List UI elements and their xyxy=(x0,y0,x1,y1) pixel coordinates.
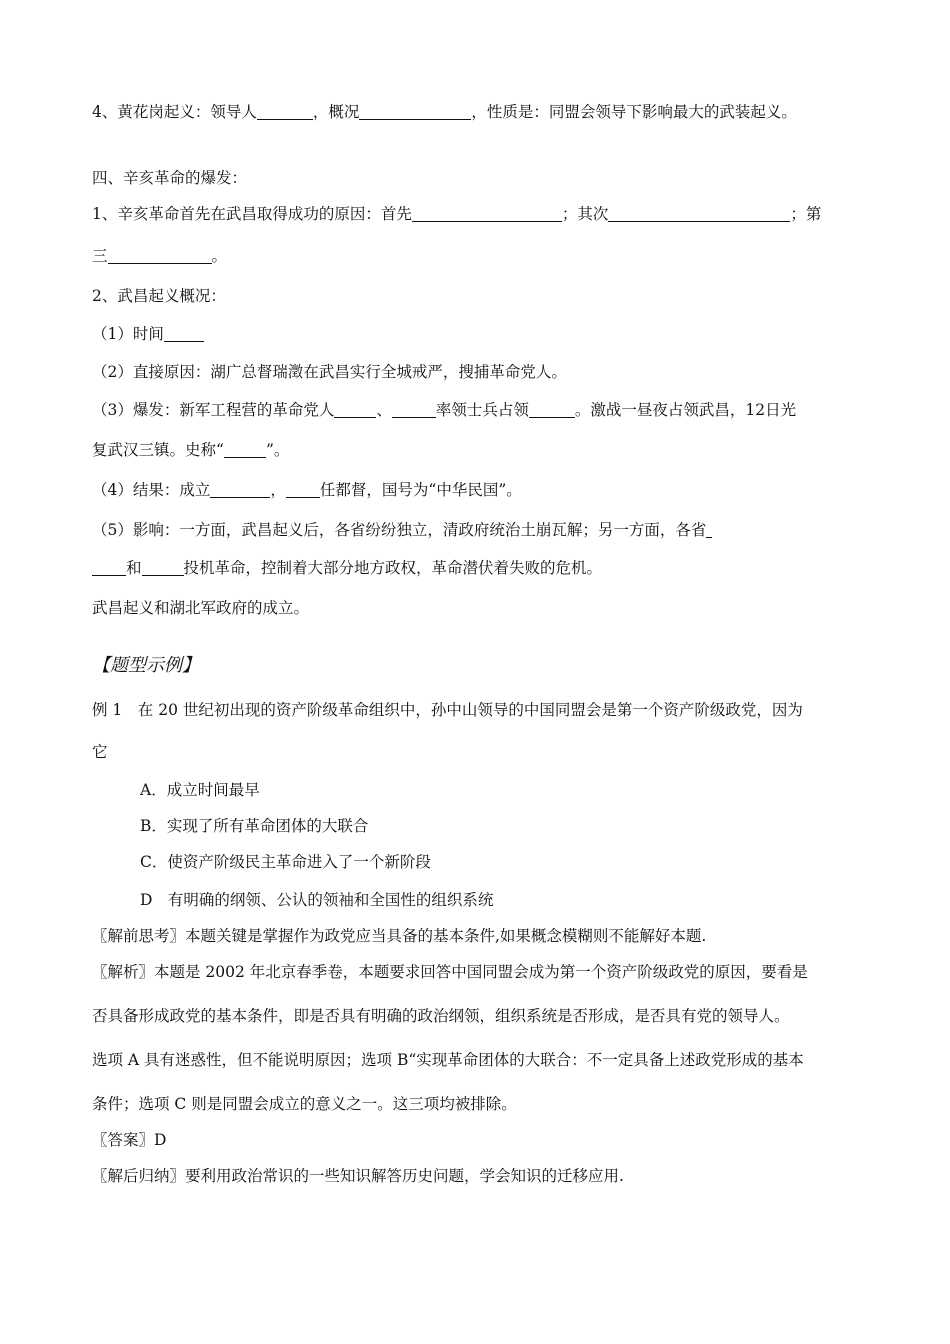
blank-governor[interactable] xyxy=(286,481,320,498)
wuchang-direct-cause: （2）直接原因：湖广总督瑞澂在武昌实行全城戒严，搜捕革命党人。 xyxy=(92,363,567,381)
option-c: C．使资产阶级民主革命进入了一个新阶段 xyxy=(140,853,431,871)
blank-first-reason[interactable] xyxy=(412,205,562,222)
analysis-line2: 否具备形成政党的基本条件，即是否具有明确的政治纲领，组织系统是否形成，是否具有党的领导人。 xyxy=(92,1007,790,1025)
blank-overview[interactable] xyxy=(359,103,471,120)
answer: 〖答案〗D xyxy=(92,1131,167,1149)
wuchang-time: （1）时间 xyxy=(92,324,204,344)
wuchang-reason-line1: 1、辛亥革命首先在武昌取得成功的原因：首先 ；其次 ；第 xyxy=(92,205,822,223)
blank-established[interactable] xyxy=(210,481,270,498)
blank-opportunist-b[interactable] xyxy=(142,559,184,576)
wuchang-outbreak-line1: （3）爆发：新军工程营的革命党人 、 率领士兵占领 。激战一昼夜占领武昌，12日光 xyxy=(92,401,797,419)
blank-second-reason[interactable] xyxy=(608,205,790,222)
question-line1: 例 1 在 20 世纪初出现的资产阶级革命组织中，孙中山领导的中国同盟会是第一个资产阶级政党，因为 xyxy=(92,701,803,719)
blank-third-reason[interactable] xyxy=(108,247,212,264)
option-a: A．成立时间最早 xyxy=(140,781,260,799)
huanghuagang-question: 4、黄花岗起义：领导人 ，概况 ，性质是：同盟会领导下影响最大的武装起义。 xyxy=(92,103,797,121)
wuchang-impact-line2: 和 投机革命，控制着大部分地方政权，革命潜伏着失败的危机。 xyxy=(92,558,602,578)
blank-occupied-place[interactable] xyxy=(529,401,575,418)
wuchang-outbreak-line2: 复武汉三镇。史称“ ”。 xyxy=(92,441,290,459)
wuchang-overview-title: 2、武昌起义概况： xyxy=(92,287,226,305)
image-caption: 武昌起义和湖北军政府的成立。 xyxy=(92,599,310,617)
wuchang-reason-line2: 三 。 xyxy=(92,247,228,265)
wuchang-result: （4）结果：成立 ， 任都督，国号为“中华民国”。 xyxy=(92,481,522,499)
wuchang-impact-line1: （5）影响：一方面，武昌起义后，各省纷纷独立，清政府统治土崩瓦解；另一方面，各省 xyxy=(92,520,712,540)
analysis-line1: 〖解析〗本题是 2002 年北京春季卷，本题要求回答中国同盟会成为第一个资产阶级政党的原因，要看是 xyxy=(92,963,808,981)
blank-time[interactable] xyxy=(164,325,204,342)
option-b: B．实现了所有革命团体的大联合 xyxy=(140,817,369,835)
pre-thinking: 〖解前思考〗本题关键是掌握作为政党应当具备的基本条件,如果概念模糊则不能解好本题. xyxy=(92,927,707,945)
analysis-line3: 选项 A 具有迷惑性，但不能说明原因；选项 B“实现革命团体的大联合：不一定具备上述政党形成的基本 xyxy=(92,1051,804,1069)
blank-leader-b[interactable] xyxy=(392,401,436,418)
question-line2: 它 xyxy=(92,743,108,761)
analysis-line4: 条件；选项 C 则是同盟会成立的意义之一。这三项均被排除。 xyxy=(92,1095,517,1113)
blank-opportunist-a[interactable] xyxy=(92,559,126,576)
examples-heading: 【题型示例】 xyxy=(92,655,200,676)
blank-leader[interactable] xyxy=(257,103,313,120)
option-d: D 有明确的纲领、公认的领袖和全国性的组织系统 xyxy=(140,891,494,909)
section-title-xinhai: 四、辛亥革命的爆发： xyxy=(92,169,248,187)
post-summary: 〖解后归纳〗要利用政治常识的一些知识解答历史问题，学会知识的迁移应用. xyxy=(92,1167,624,1185)
blank-leader-a[interactable] xyxy=(334,401,376,418)
blank-historical-name[interactable] xyxy=(224,441,266,458)
